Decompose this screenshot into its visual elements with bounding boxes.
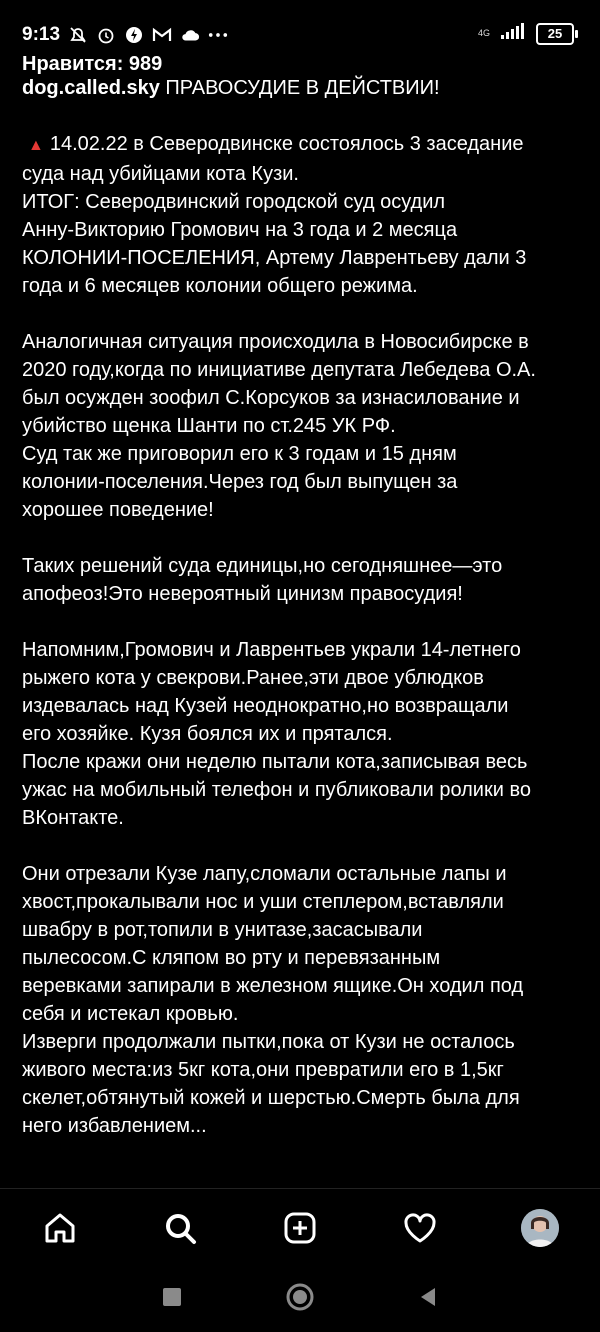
gmail-icon bbox=[152, 25, 172, 45]
mute-alarm-icon bbox=[68, 25, 88, 45]
home-icon bbox=[42, 1210, 78, 1246]
profile-avatar bbox=[521, 1209, 559, 1247]
caption-headline: ПРАВОСУДИЕ В ДЕЙСТВИИ! bbox=[159, 77, 440, 99]
home-button[interactable] bbox=[285, 1282, 315, 1317]
post-username[interactable]: dog.called.sky bbox=[22, 77, 160, 99]
heart-icon bbox=[402, 1210, 438, 1246]
more-notifications-icon bbox=[208, 25, 228, 45]
nav-home[interactable] bbox=[30, 1198, 90, 1258]
alarm-clock-icon bbox=[96, 25, 116, 45]
post-caption bbox=[22, 50, 582, 1140]
spacer bbox=[22, 524, 582, 552]
battery-level: 25 bbox=[547, 26, 563, 41]
nav-profile[interactable] bbox=[510, 1198, 570, 1258]
square-icon bbox=[161, 1286, 183, 1308]
caption-paragraph-2: Аналогичная ситуация происходила в Новосибирске в 2020 году,когда по инициативе депутата Лебедева О.А. был осужден зоофил С.Корсуков за изнасилование и убийство щенка Шанти по ст.245 УК РФ. Суд так же приговорил его к 3 годам и 15 дням колонии-поселения.Через год был выпущен за хорошее поведение! bbox=[22, 331, 536, 521]
spacer bbox=[22, 300, 582, 328]
status-icons bbox=[68, 25, 228, 45]
back-triangle-icon bbox=[417, 1286, 439, 1308]
system-navigation bbox=[0, 1266, 600, 1332]
signal-icon bbox=[500, 22, 526, 45]
caption-header bbox=[22, 74, 582, 102]
nav-activity[interactable] bbox=[390, 1198, 450, 1258]
network-label: 4G bbox=[477, 28, 490, 38]
cloud-icon bbox=[180, 25, 200, 45]
circle-icon bbox=[285, 1282, 315, 1312]
spacer bbox=[22, 608, 582, 636]
likes-count[interactable]: Нравится: 989 bbox=[22, 53, 163, 74]
caption-paragraph-4: Напомним,Громович и Лаврентьев украли 14-летнего рыжего кота у свекрови.Ранее,эти двое ублюдков издевалась над Кузей неоднократно,но возвращали его хозяйке. Кузя боялся их и прятался. После кражи они неделю пытали кота,записывая весь ужас на мобильный телефон и публиковали ролики во ВКонтакте. bbox=[22, 639, 531, 829]
caption-paragraph-1: ▲ 14.02.22 в Северодвинске состоялось 3 заседание суда над убийцами кота Кузи. ИТОГ: Северодвинский городской суд осудил Анну-Викторию Громович на 3 года и 2 месяца КОЛОНИИ-ПОСЕЛЕНИЯ, Артему Лаврентьеву дали 3 года и 6 месяцев колонии общего режима. bbox=[22, 133, 527, 297]
caption-paragraph-3: Таких решений суда единицы,но сегодняшнее—это апофеоз!Это невероятный цинизм правосудия! bbox=[22, 555, 503, 605]
spacer bbox=[22, 832, 582, 860]
red-triangle-icon: ▲ bbox=[28, 137, 44, 154]
battery-indicator bbox=[536, 23, 574, 45]
status-right bbox=[478, 22, 574, 45]
caption-paragraph-5: Они отрезали Кузе лапу,сломали остальные лапы и хвост,прокалывали нос и уши степлером,вставляли швабру в рот,топили в унитазе,засасывали пылесосом.С кляпом во рту и перевязанным веревками запирали в железном ящике.Он ходил под себя и истекал кровью. Изверги продолжали пытки,пока от Кузи не осталось живого места:из 5кг кота,они превратили его в 1,5кг скелет,обтянутый кожей и шерстью.Смерть была для него избавлением... bbox=[22, 863, 524, 1137]
search-icon bbox=[162, 1210, 198, 1246]
nav-create-post[interactable] bbox=[270, 1198, 330, 1258]
nav-search[interactable] bbox=[150, 1198, 210, 1258]
spacer bbox=[22, 102, 582, 130]
back-button[interactable] bbox=[417, 1286, 439, 1313]
add-post-icon bbox=[282, 1210, 318, 1246]
recent-apps-button[interactable] bbox=[161, 1286, 183, 1313]
shield-bolt-icon bbox=[124, 25, 144, 45]
bottom-navigation bbox=[0, 1188, 600, 1267]
status-time: 9:13 bbox=[22, 24, 61, 45]
